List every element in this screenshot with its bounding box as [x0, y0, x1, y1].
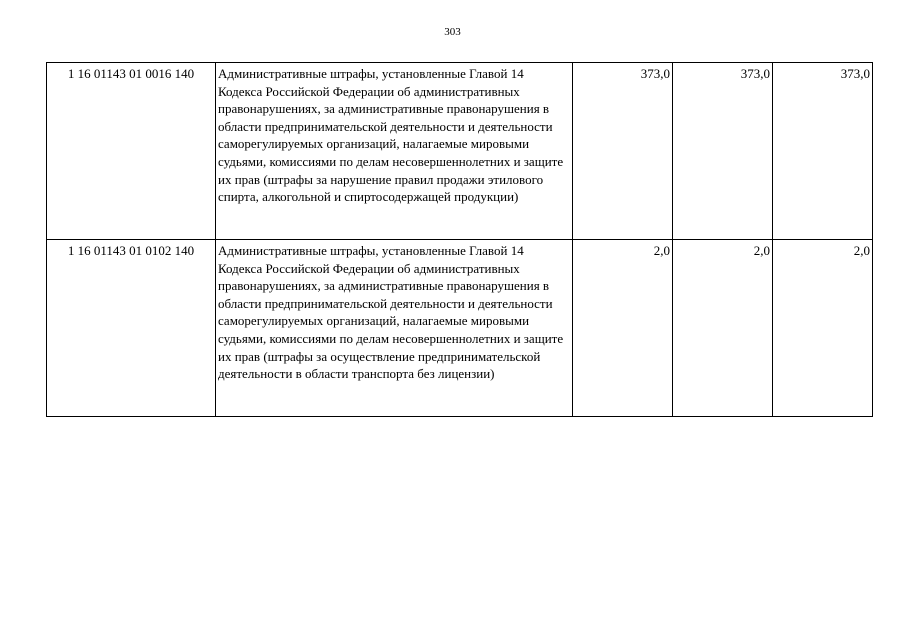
description-cell: Административные штрафы, установленные Главой 14 Кодекса Российской Федерации об административных правонарушениях, за административные правонарушения в области предпринимательской деятельности и деятельности саморегулируемых организаций, налагаемые мировыми судьями, комиссиями по делам несовершеннолетних и защите их прав (штрафы за нарушение правил продажи этилового спирта, алкогольной и спиртосодержащей продукции): [216, 63, 573, 240]
amount-cell: 373,0: [673, 63, 773, 240]
amount-cell: 2,0: [673, 240, 773, 417]
budget-table: [46, 62, 873, 417]
table-row: [47, 240, 873, 417]
description-cell: Административные штрафы, установленные Главой 14 Кодекса Российской Федерации об административных правонарушениях, за административные правонарушения в области предпринимательской деятельности и деятельности саморегулируемых организаций, налагаемые мировыми судьями, комиссиями по делам несовершеннолетних и защите их прав (штрафы за осуществление предпринимательской деятельности в области транспорта без лицензии): [216, 240, 573, 417]
budget-code-cell: 1 16 01143 01 0016 140: [47, 63, 216, 240]
amount-cell: 373,0: [773, 63, 873, 240]
budget-code-cell: 1 16 01143 01 0102 140: [47, 240, 216, 417]
amount-cell: 2,0: [773, 240, 873, 417]
amount-cell: 373,0: [573, 63, 673, 240]
page-number: 303: [444, 26, 461, 38]
amount-cell: 2,0: [573, 240, 673, 417]
table-row: [47, 63, 873, 240]
